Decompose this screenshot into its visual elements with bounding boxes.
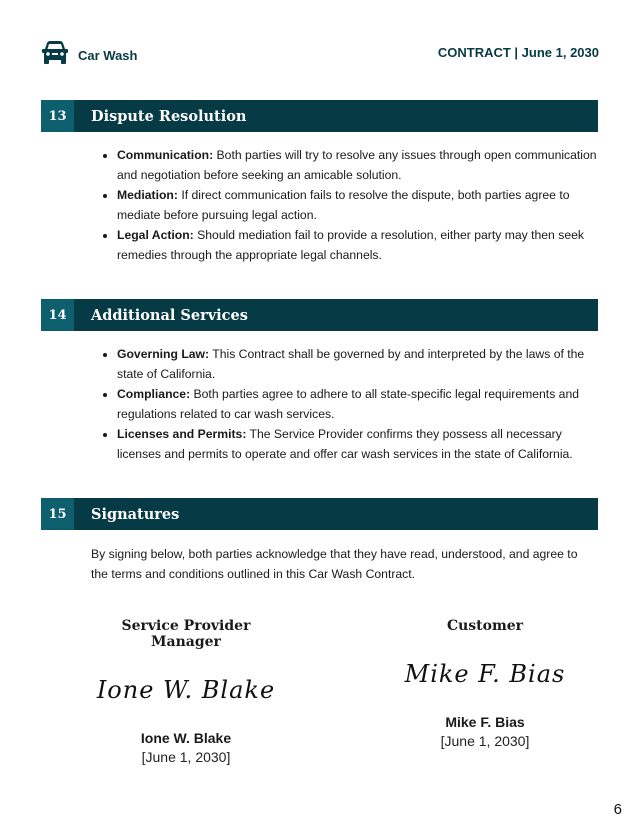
section-number: 14 [41, 299, 74, 331]
section-title: Signatures [91, 505, 180, 523]
page-number: 6 [613, 801, 622, 818]
list-item: • Communication: Both parties will try to resolve any issues through open communication and negotiation before seeking an amicable solution. [117, 145, 607, 185]
term: Compliance: [117, 387, 191, 401]
signer-name: Ione W. Blake [140, 730, 232, 746]
signature-block-provider [86, 618, 286, 765]
term: Communication: [117, 148, 214, 162]
signature-role: Customer [446, 618, 524, 634]
section-number: 13 [41, 100, 74, 132]
brand-name: Car Wash [78, 47, 138, 63]
signer-name: Mike F. Bias [445, 714, 525, 730]
term: Licenses and Permits: [117, 427, 247, 441]
section-header-dispute-resolution [41, 100, 598, 132]
term: Mediation: [117, 188, 178, 202]
section-title: Additional Services [91, 306, 248, 324]
list-item: • Legal Action: Should mediation fail to provide a resolution, either party may then seek remedies through the appropriate legal channels. [117, 225, 607, 265]
section-header-additional-services [41, 299, 598, 331]
additional-services-list [100, 344, 607, 464]
list-item: • Mediation: If direct communication fails to resolve the dispute, both parties agree to mediate before pursuing legal action. [117, 185, 607, 225]
contract-date-label: CONTRACT | June 1, 2030 [437, 45, 599, 60]
page-header [41, 38, 599, 68]
handwritten-signature: Mike F. Bias [404, 660, 566, 688]
handwritten-signature: Ione W. Blake [96, 676, 276, 704]
section-header-signatures [41, 498, 598, 530]
car-icon [41, 40, 69, 70]
brand [41, 40, 137, 70]
term: Governing Law: [117, 347, 210, 361]
term: Legal Action: [117, 228, 194, 242]
signature-date: [June 1, 2030] [440, 733, 530, 749]
list-item: • Compliance: Both parties agree to adhere to all state-specific legal requirements and regulations related to car wash services. [117, 384, 607, 424]
list-item: • Licenses and Permits: The Service Provider confirms they possess all necessary licenses and permits to operate and offer car wash services in the state of California. [117, 424, 607, 464]
section-number: 15 [41, 498, 74, 530]
signature-role: Service Provider Manager [121, 618, 251, 650]
list-item: • Governing Law: This Contract shall be governed by and interpreted by the laws of the state of California. [117, 344, 607, 384]
signature-block-customer [385, 618, 585, 749]
signatures-paragraph: By signing below, both parties acknowledge that they have read, understood, and agree to the terms and conditions outlined in this Car Wash Contract. [91, 547, 578, 581]
dispute-resolution-list [100, 145, 607, 265]
section-title: Dispute Resolution [91, 107, 247, 125]
signature-date: [June 1, 2030] [141, 749, 231, 765]
